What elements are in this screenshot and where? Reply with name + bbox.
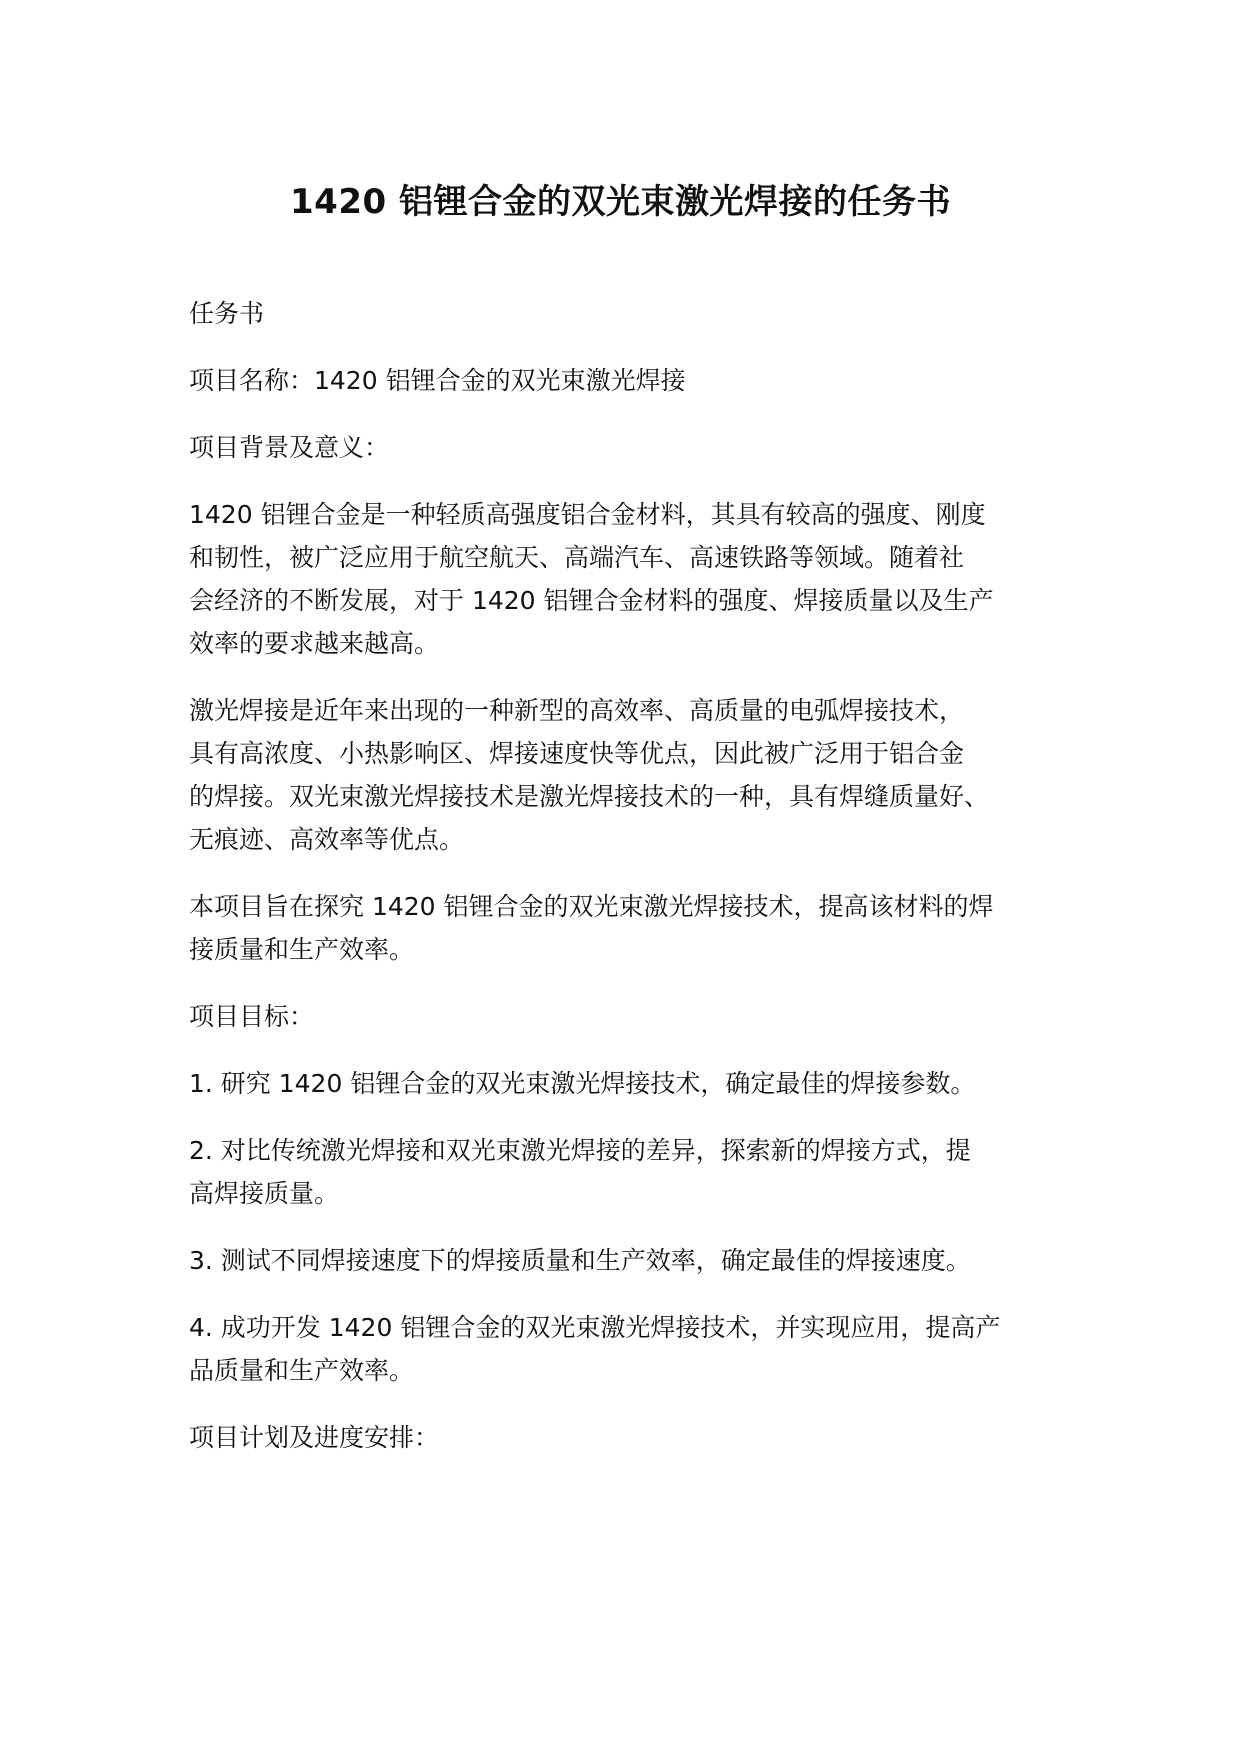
background-paragraph-2 [189,689,1069,861]
text-line: 和韧性，被广泛应用于航空航天、高端汽车、高速铁路等领域。随着社 [189,543,965,572]
text-line: 高焊接质量。 [189,1179,340,1208]
goal-item-2 [189,1129,1069,1215]
project-name: 项目名称：1420 铝锂合金的双光束激光焊接 [189,366,686,395]
text-line: 本项目旨在探究 1420 铝锂合金的双光束激光焊接技术，提高该材料的焊 [189,892,994,921]
text-line: 2. 对比传统激光焊接和双光束激光焊接的差异，探索新的焊接方式，提 [189,1136,971,1165]
plan-heading: 项目计划及进度安排： [189,1423,440,1452]
text-line: 1420 铝锂合金是一种轻质高强度铝合金材料，其具有较高的强度、刚度 [189,500,986,529]
background-paragraph-1 [189,493,1069,665]
text-line: 接质量和生产效率。 [189,935,415,964]
text-line: 具有高浓度、小热影响区、焊接速度快等优点，因此被广泛用于铝合金 [189,739,965,768]
text-line: 效率的要求越来越高。 [189,629,440,658]
background-paragraph-3 [189,885,1069,971]
document-body [189,292,1069,1483]
text-line: 会经济的不断发展，对于 1420 铝锂合金材料的强度、焊接质量以及生产 [189,586,994,615]
background-heading: 项目背景及意义： [189,433,390,462]
document-title: 1420 铝锂合金的双光束激光焊接的任务书 [290,182,951,222]
text-line: 3. 测试不同焊接速度下的焊接质量和生产效率，确定最佳的焊接速度。 [189,1246,971,1275]
goals-heading: 项目目标： [189,1002,315,1031]
text-line: 的焊接。双光束激光焊接技术是激光焊接技术的一种，具有焊缝质量好、 [189,782,990,811]
text-line: 无痕迹、高效率等优点。 [189,825,465,854]
goal-item-1 [189,1062,1069,1105]
text-line: 1. 研究 1420 铝锂合金的双光束激光焊接技术，确定最佳的焊接参数。 [189,1069,976,1098]
goal-item-4 [189,1306,1069,1392]
heading-task: 任务书 [189,299,265,328]
text-line: 品质量和生产效率。 [189,1356,415,1385]
text-line: 4. 成功开发 1420 铝锂合金的双光束激光焊接技术，并实现应用，提高产 [189,1313,1001,1342]
text-line: 激光焊接是近年来出现的一种新型的高效率、高质量的电弧焊接技术， [189,696,965,725]
goal-item-3 [189,1239,1069,1282]
